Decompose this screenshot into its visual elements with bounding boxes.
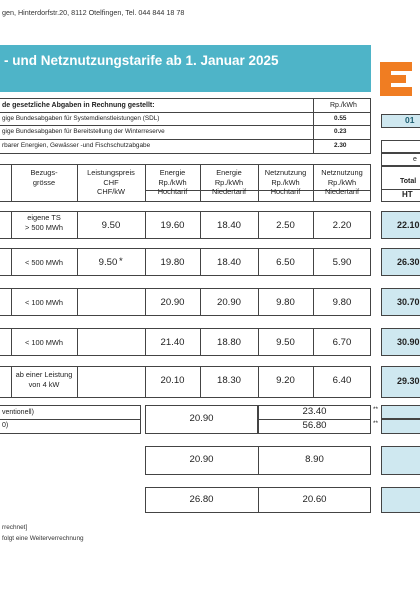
tariff-energy-ht: 20.10 xyxy=(160,375,185,386)
right-header-value: 01 xyxy=(405,115,415,125)
tariff-energy-nt: 18.40 xyxy=(216,220,241,231)
tariff-power: 9.50 xyxy=(101,220,121,231)
col-energy-ht-header: Energie Rp./kWh Hochtarif xyxy=(157,168,188,197)
tariff-size: ab einer Leistung von 4 kW xyxy=(15,370,73,389)
tariff-energy-nt: 18.80 xyxy=(216,337,241,348)
tariff-energy-nt: 18.30 xyxy=(216,375,241,386)
lower-block3-net: 20.60 xyxy=(302,494,327,505)
levy-value: 0.55 xyxy=(334,115,347,122)
lower-mark: ** xyxy=(373,420,379,427)
levy-value: 0.23 xyxy=(334,128,347,135)
tariff-net-ht: 9.80 xyxy=(276,297,295,308)
col-power-header: Leistungspreis CHF CHF/kW xyxy=(87,168,135,197)
col-net-ht-header: Netznutzung Rp./kWh Hochtarif xyxy=(264,168,307,197)
tariff-size: < 100 MWh xyxy=(25,298,63,307)
tariff-total: 30.70 xyxy=(397,297,420,307)
tariff-net-ht: 9.20 xyxy=(276,375,295,386)
tariff-power: 9.50 xyxy=(98,257,118,268)
tariff-size: < 100 MWh xyxy=(25,338,63,347)
tariff-net-nt: 5.90 xyxy=(332,257,352,268)
tariff-size: < 500 MWh xyxy=(25,258,63,267)
lower-block2-energy: 20.90 xyxy=(189,454,214,465)
tariff-size: eigene TS > 500 MWh xyxy=(25,213,63,232)
lower-block2-net: 8.90 xyxy=(305,454,324,465)
tariff-total: 29.30 xyxy=(397,376,420,386)
lower-row2-label: 0) xyxy=(2,422,9,429)
tariff-net-ht: 6.50 xyxy=(276,257,295,268)
tariff-energy-nt: 18.40 xyxy=(216,257,241,268)
tariff-net-ht: 9.50 xyxy=(276,337,295,348)
levies-heading: de gesetzliche Abgaben in Rechnung gestellt: xyxy=(2,102,155,109)
company-address: gen, Hinterdorfstr.20, 8112 Otelfingen, Tel. 044 844 18 78 xyxy=(2,8,185,17)
col-net-nt-header: Netznutzung Rp./kWh Niedertarif xyxy=(321,168,363,197)
footnote: folgt eine Weiterverrechnung xyxy=(2,535,84,542)
tariff-net-nt: 9.80 xyxy=(332,297,352,308)
tariff-net-nt: 2.20 xyxy=(332,220,352,231)
col-size-header: Bezugs- grösse xyxy=(30,168,58,187)
tariff-energy-ht: 21.40 xyxy=(160,337,185,348)
page-title: - und Netznutzungstarife ab 1. Januar 2025 xyxy=(4,53,279,68)
tariff-net-nt: 6.70 xyxy=(332,337,352,348)
levy-label: gige Bundesabgaben für Systemdienstleistungen (SDL) xyxy=(2,115,160,122)
tariff-total: 26.30 xyxy=(397,257,420,267)
tariff-total: 22.10 xyxy=(397,220,420,230)
tariff-net-nt: 6.40 xyxy=(332,375,352,386)
lower-net-bottom: 56.80 xyxy=(302,420,327,431)
tariff-energy-ht: 19.60 xyxy=(160,220,185,231)
company-logo-icon xyxy=(380,62,412,96)
footnote: rrechnet] xyxy=(2,524,28,531)
tariff-mark: * xyxy=(119,256,123,267)
tariff-energy-ht: 20.90 xyxy=(160,297,185,308)
col-energy-nt-header: Energie Rp./kWh Niedertarif xyxy=(211,168,247,197)
levies-unit: Rp./kWh xyxy=(330,102,357,109)
levy-value: 2.30 xyxy=(334,142,347,149)
tariff-net-ht: 2.50 xyxy=(276,220,295,231)
levy-label: gige Bundesabgaben für Bereitstellung der Winterreserve xyxy=(2,128,165,135)
col-total-header: Total xyxy=(400,178,417,185)
lower-mark: ** xyxy=(373,406,379,413)
lower-energy-value: 20.90 xyxy=(189,413,214,424)
levy-label: rbarer Energien, Gewässer -und Fischschutzabgabe xyxy=(2,142,151,149)
col-total-ht-header: HT xyxy=(402,190,413,199)
lower-row1-label: ventionell) xyxy=(2,409,34,416)
right-small-label: e xyxy=(413,156,417,163)
tariff-energy-ht: 19.80 xyxy=(160,257,185,268)
tariff-energy-nt: 20.90 xyxy=(216,297,241,308)
lower-net-top: 23.40 xyxy=(302,406,327,417)
tariff-total: 30.90 xyxy=(397,337,420,347)
lower-block3-energy: 26.80 xyxy=(189,494,214,505)
